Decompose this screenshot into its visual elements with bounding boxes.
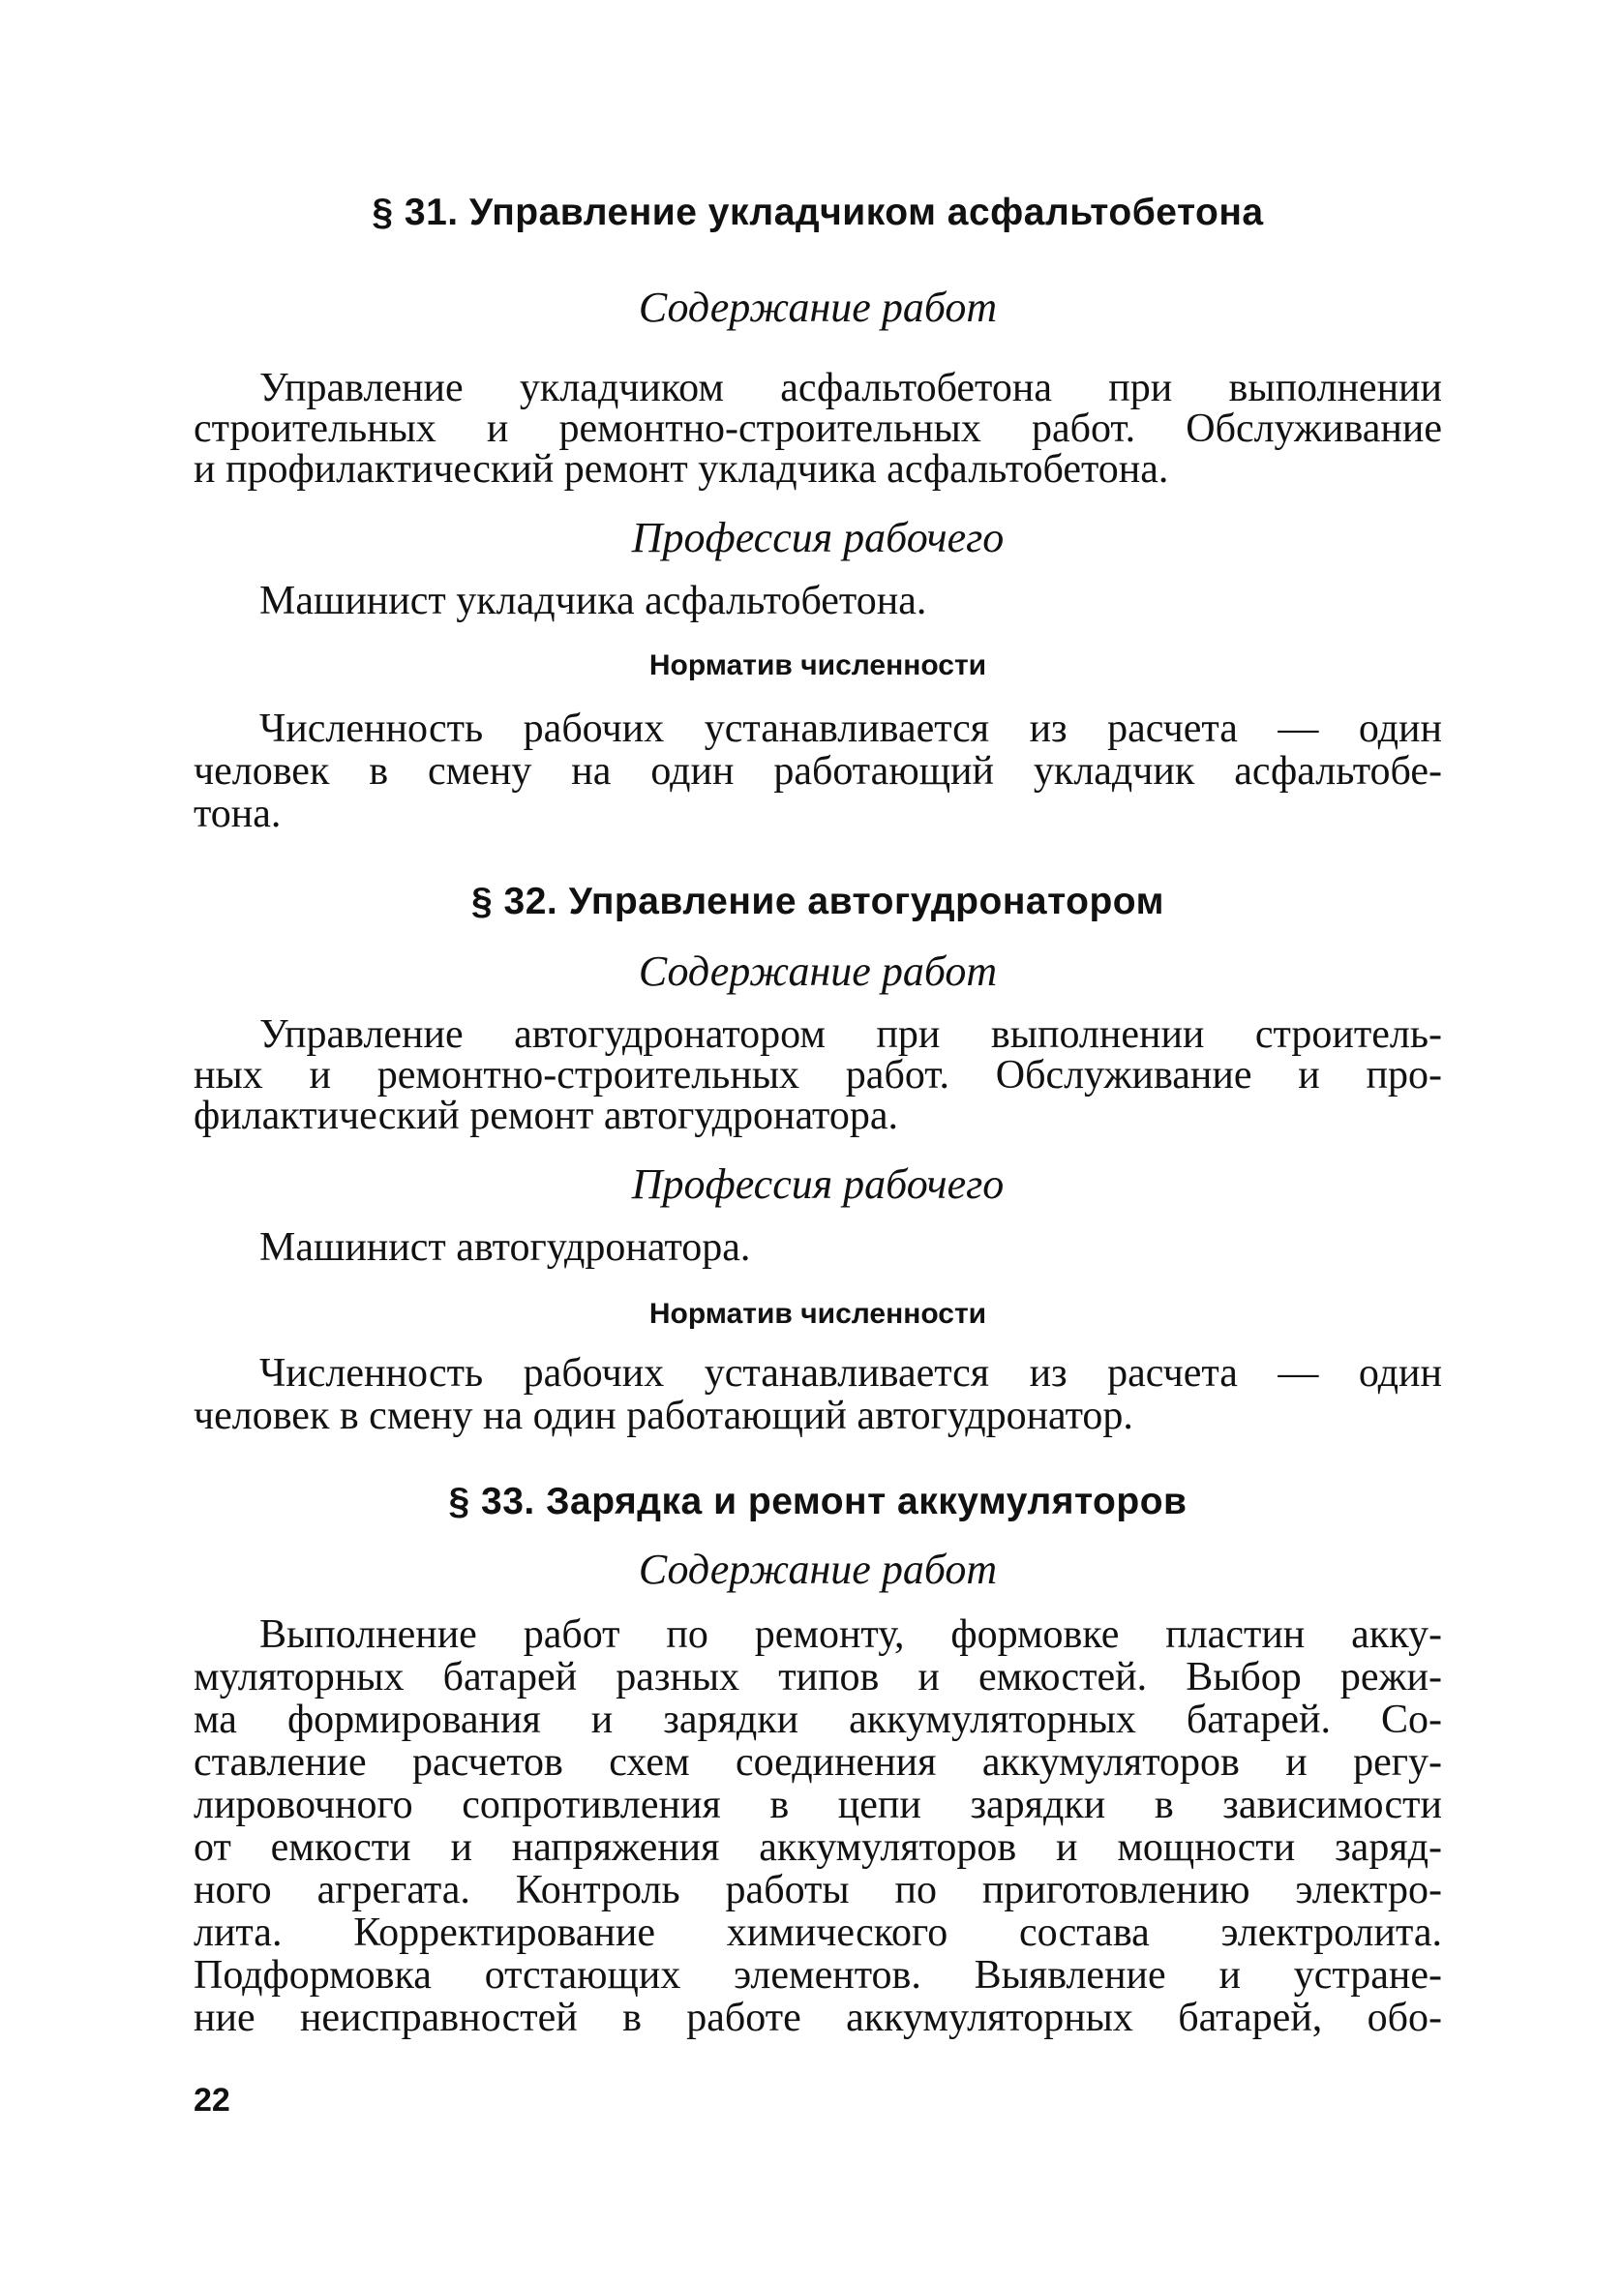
section-31-title: § 31. Управление укладчиком асфальтобетона [372,192,1264,233]
section-32-title: § 32. Управление автогудронатором [471,881,1164,922]
section-33-title: § 33. Зарядка и ремонт аккумуляторов [448,1481,1188,1522]
section-33-content-line: Подформовка отстающих элементов. Выявление и устране- [194,1953,1442,1998]
section-31-content-line: и профилактический ремонт укладчика асфальтобетона. [194,447,1169,492]
section-33-content-heading: Содержание работ [638,1546,998,1593]
section-33-content-line: лировочного сопротивления в цепи зарядки в зависимости [194,1783,1442,1827]
section-33-content-line: лита. Корректирование химического состава электролита. [194,1910,1442,1955]
section-31-norm-line: Численность рабочих устанавливается из расчета — один [259,707,1442,751]
section-31-profession-heading: Профессия рабочего [631,514,1005,561]
section-33-content-line: ного агрегата. Контроль работы по приготовлению электро- [194,1868,1442,1912]
section-32-content-line: ных и ремонтно-строительных работ. Обслуживание и про- [194,1053,1442,1098]
section-32-profession: Машинист автогудронатора. [259,1225,751,1270]
section-32-norm-line: человек в смену на один работающий автогудронатор. [194,1394,1133,1438]
section-32-content-heading: Содержание работ [638,947,998,995]
section-31-content-line: строительных и ремонтно-строительных работ. Обслуживание [194,406,1442,451]
section-33-content-line: ма формирования и зарядки аккумуляторных батарей. Со- [194,1698,1442,1742]
section-31-content-line: Управление укладчиком асфальтобетона при выполнении [259,366,1442,410]
section-32-profession-heading: Профессия рабочего [631,1160,1005,1208]
section-33-content-line: Выполнение работ по ремонту, формовке пластин акку- [259,1612,1442,1657]
section-31-content-heading: Содержание работ [638,284,998,331]
section-31-norm-line: человек в смену на один работающий укладчик асфальтобе- [194,749,1442,794]
section-33-content-line: муляторных батарей разных типов и емкостей. Выбор режи- [194,1655,1442,1699]
section-32-content-line: филактический ремонт автогудронатора. [194,1094,898,1138]
section-33-content-line: от емкости и напряжения аккумуляторов и мощности заряд- [194,1825,1442,1870]
document-page [194,0,1442,2286]
section-32-content-line: Управление автогудронатором при выполнении строитель- [259,1012,1442,1057]
section-32-norm-heading: Норматив численности [648,1298,987,1330]
section-33-content-line: ние неисправностей в работе аккумуляторных батарей, обо- [194,1996,1442,2040]
section-31-profession: Машинист укладчика асфальтобетона. [259,579,927,623]
section-32-norm-line: Численность рабочих устанавливается из расчета — один [259,1351,1442,1396]
section-31-norm-heading: Норматив численности [648,649,987,681]
page-number: 22 [194,2082,230,2119]
section-31-norm-line: тона. [194,792,282,836]
section-33-content-line: ставление расчетов схем соединения аккумуляторов и регу- [194,1740,1442,1785]
